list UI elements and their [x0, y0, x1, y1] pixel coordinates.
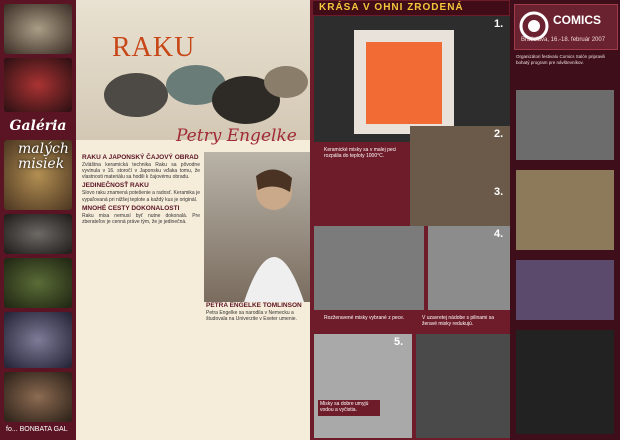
photo-3 [314, 226, 424, 310]
photo-6 [416, 334, 510, 438]
kiln-illustration [314, 16, 510, 142]
gallery-thumb-5 [4, 258, 72, 308]
photo-2 [410, 126, 510, 226]
magazine-sidebar [510, 0, 620, 440]
article-column [82, 152, 200, 436]
kiln-photo [314, 16, 510, 142]
magazine-photo-3 [516, 260, 614, 320]
paragraph-3: Raku misa nemusí byť nutne dokonalá. Pre zberateľov je cenná práve tým, že je jedinečná. [82, 212, 200, 225]
photo-5 [314, 334, 412, 438]
gallery-thumb-2 [4, 58, 72, 112]
heading-2: JEDINEČNOSŤ RAKU [82, 182, 149, 190]
magazine-photo-2 [516, 170, 614, 250]
magazine-photo-4 [516, 330, 614, 434]
magazine-issue: Bratislava, 16.-18. február 2007 [521, 37, 606, 43]
magazine-text: Organizátori festivalu Comics Salón pripravili bohatý program pre návštevníkov. [516, 54, 606, 65]
hero-photo [76, 0, 310, 140]
magazine-photo-1 [516, 90, 614, 160]
magazine-title: COMICS [553, 13, 601, 27]
bowls-illustration [76, 0, 310, 140]
magazine-header [514, 4, 618, 50]
section-banner: KRÁSA V OHNI ZRODENÁ [313, 1, 509, 15]
heading-1: RAKU A JAPONSKÝ ČAJOVÝ OBRAD [82, 154, 199, 161]
heading-3: MNOHÉ CESTY DOKONALOSTI [82, 204, 180, 212]
gallery-subtitle-1: malých [18, 141, 69, 157]
caption-4: Misky sa dobre umyjú vodou a vyčistia. [318, 400, 380, 416]
gallery-thumb-7 [4, 372, 72, 422]
photo-number-2: 2. [494, 128, 504, 140]
bio-text: Petra Engelke sa narodila v Nemecku a študovala na Univerzite v Exeter umenie. [206, 310, 297, 322]
gallery-title: Galéria [9, 118, 67, 134]
gallery-thumb-6 [4, 312, 72, 368]
paragraph-1: Zvláštna keramická technika Raku sa pôvodne vyvinula v 16. storočí v Japonsku vďaka tomu, že vlastnosti materiálu sa hodili k čajovému obradu. [82, 162, 200, 181]
gallery-thumb-1 [4, 4, 72, 54]
caption-1: Keramické misky sa v malej peci rozpália do teploty 1000°C. [322, 146, 406, 162]
gallery-subtitle-2: misiek [18, 156, 65, 172]
bio-column [206, 300, 308, 322]
photo-number-3: 3. [494, 186, 504, 198]
page-footer: fo... BONBATA GAL [6, 426, 68, 433]
caption-3: V uzavretej nádobe s pilinami sa žeravé misky redukujú. [420, 314, 510, 330]
photo-number-4: 4. [494, 228, 504, 240]
portrait-figure [204, 152, 310, 302]
gallery-thumb-4 [4, 214, 72, 254]
caption-2: Rozžeravené misky vybrané z pece. [322, 314, 416, 324]
author-name: Petry Engelke [176, 126, 297, 146]
portrait-photo [204, 152, 310, 302]
gallery-strip [0, 0, 76, 440]
paragraph-2: Slovo raku znamená potešenie a radosť. Keramika je vypaľovaná pri nižšej teplote a každý kus je originál. [82, 190, 200, 203]
gallery-subtitle [18, 142, 78, 172]
page-title: RAKU [112, 32, 196, 63]
photo-number-5: 5. [394, 336, 404, 348]
photo-number-1: 1. [494, 18, 504, 30]
bio-heading: PETRA ENGELKE TOMLINSON [206, 302, 302, 309]
